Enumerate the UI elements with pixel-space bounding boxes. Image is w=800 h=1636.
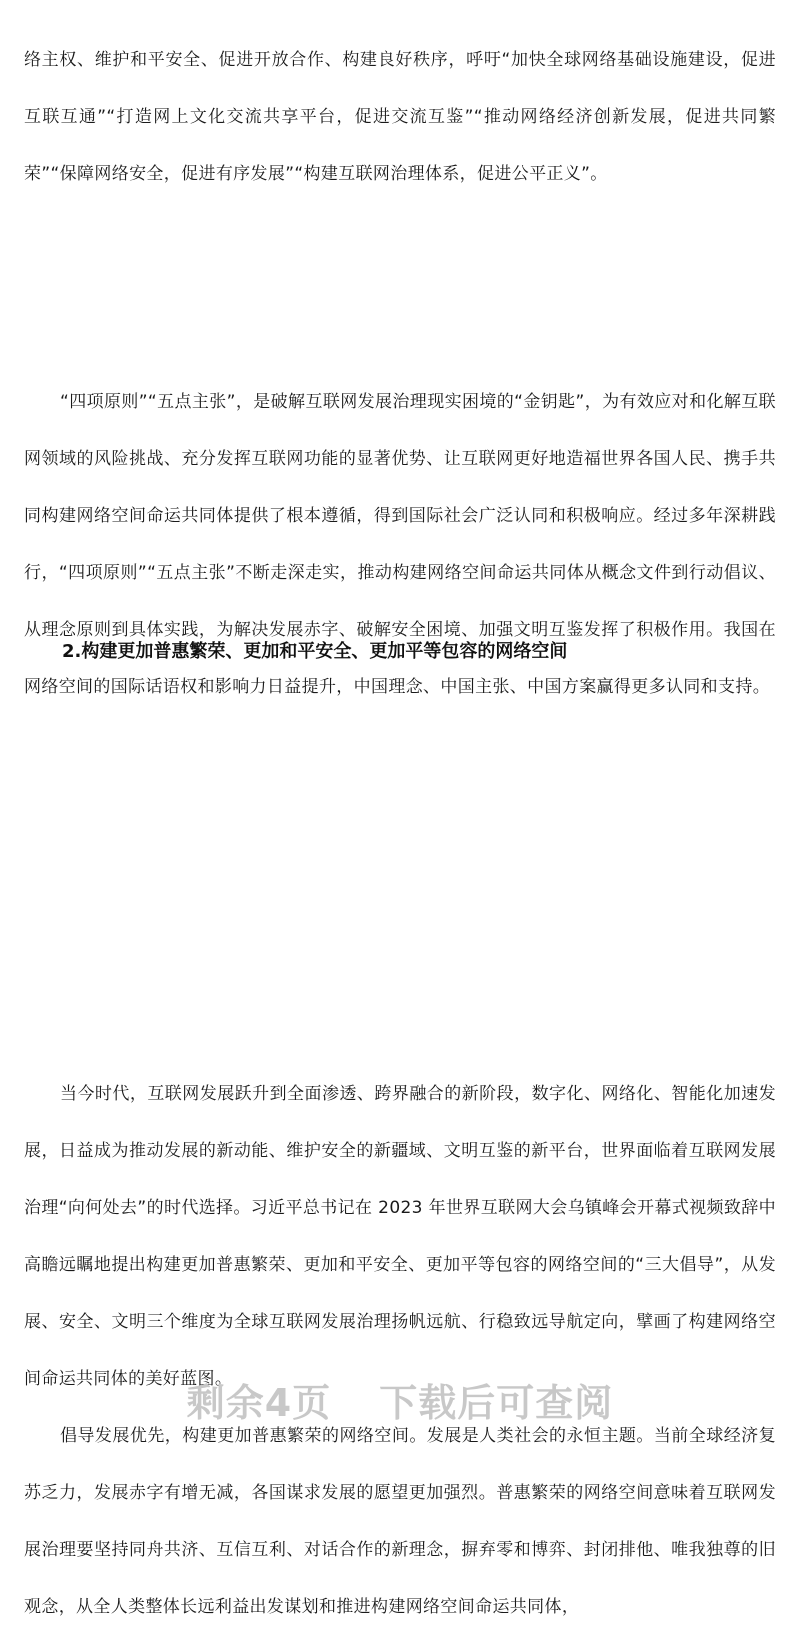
download-to-view-label: 下载后可查阅 bbox=[379, 1381, 614, 1425]
paragraph-continuation: 络主权、维护和平安全、促进开放合作、构建良好秩序，呼吁“加快全球网络基础设施建设，促进互联互通”“打造网上文化交流共享平台，促进交流互鉴”“推动网络经济创新发展，促进共同繁荣”“保障网络安全，促进有序发展”“构建互联网治理体系，促进公平正义”。 bbox=[24, 50, 776, 184]
paragraph-era: 当今时代，互联网发展跃升到全面渗透、跨界融合的新阶段，数字化、网络化、智能化加速发展，日益成为推动发展的新动能、维护安全的新疆域、文明互鉴的新平台，世界面临着互联网发展治理“向何处去”的时代选择。习近平总书记在 2023 年世界互联网大会乌镇峰会开幕式视频致辞中高瞻远瞩地提出构建更加普惠繁荣、更加和平安全、更加平等包容的网络空间的“三大倡导”，从发展、安全、文明三个维度为全球互联网发展治理扬帆远航、行稳致远导航定向，擘画了构建网络空间命运共同体的美好蓝图。 bbox=[24, 1084, 776, 1389]
paragraph-development: 倡导发展优先，构建更加普惠繁荣的网络空间。发展是人类社会的永恒主题。当前全球经济复苏乏力，发展赤字有增无减，各国谋求发展的愿望更加强烈。普惠繁荣的网络空间意味着互联网发展治理要坚持同舟共济、互信互利、对话合作的新理念，摒弃零和博弈、封闭排他、唯我独尊的旧观念，从全人类整体长远利益出发谋划和推进构建网络空间命运共同体， bbox=[24, 1426, 776, 1617]
remaining-pages-label: 剩余4页 bbox=[186, 1381, 332, 1425]
paragraph-principles: “四项原则”“五点主张”，是破解互联网发展治理现实困境的“金钥匙”，为有效应对和化解互联网领域的风险挑战、充分发挥互联网功能的显著优势、让互联网更好地造福世界各国人民、携手共同构建网络空间命运共同体提供了根本遵循，得到国际社会广泛认同和积极响应。经过多年深耕践行，“四项原则”“五点主张”不断走深走实，推动构建网络空间命运共同体从概念文件到行动倡议、从理念原则到具体实践，为解决发展赤字、破解安全困境、加强文明互鉴发挥了积极作用。我国在网络空间的国际话语权和影响力日益提升，中国理念、中国主张、中国方案赢得更多认同和支持。 bbox=[24, 392, 776, 697]
section-heading: 2.构建更加普惠繁荣、更加和平安全、更加平等包容的网络空间 bbox=[62, 641, 568, 662]
download-prompt[interactable] bbox=[0, 1372, 800, 1427]
